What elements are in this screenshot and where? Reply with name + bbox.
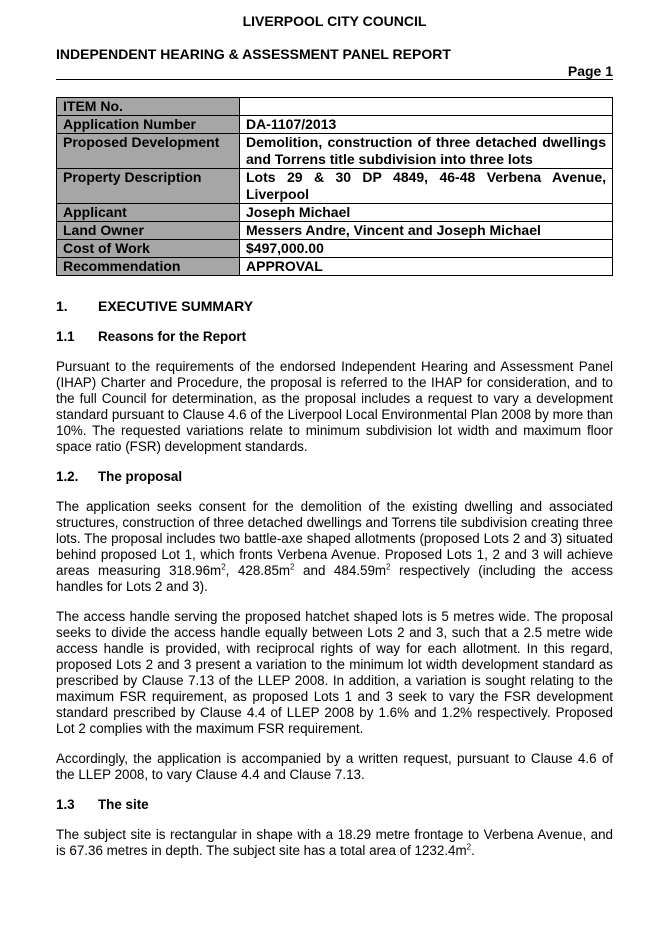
report-title: INDEPENDENT HEARING & ASSESSMENT PANEL REPORT [56,46,451,62]
text-run: . [471,843,475,858]
paragraph [56,499,613,595]
row-label: ITEM No. [57,98,240,116]
row-value: Lots 29 & 30 DP 4849, 46-48 Verbena Avenue, Liverpool [240,169,613,204]
subsection-number: 1.2. [56,469,79,484]
section-number: 1. [56,298,68,314]
section-title: EXECUTIVE SUMMARY [98,298,254,314]
text-run: The subject site is rectangular in shape with a 18.29 metre frontage to Verbena Avenue, and is 67.36 metres in depth. The subject site has a total area of 1232.4m [56,827,613,858]
section-heading [56,298,613,314]
text-run: respectively (including the access handles for Lots 2 and 3). [56,563,613,594]
table-row [57,258,613,276]
subsection-number: 1.3 [56,797,75,812]
table-row [57,169,613,204]
table-row [57,222,613,240]
row-value: Messers Andre, Vincent and Joseph Michael [240,222,613,240]
superscript: 2 [290,562,295,572]
table-row [57,134,613,169]
table-row [57,240,613,258]
row-label: Application Number [57,116,240,134]
superscript: 2 [466,842,472,852]
page-number: Page 1 [567,63,613,79]
paragraph: Accordingly, the application is accompanied by a written request, pursuant to Clause 4.6 of the LLEP 2008, to vary Clause 4.4 and Clause 7.13. [56,751,613,782]
superscript: 2 [386,562,391,572]
row-value: DA-1107/2013 [240,116,613,134]
paragraph: Pursuant to the requirements of the endorsed Independent Hearing and Assessment Panel (IHAP) Charter and Procedure, the proposal is referred to the IHAP for consideration, and to the full Council for determination, as the proposal includes a request to vary a development standard pursuant to Clause 4.6 of the Liverpool Local Environmental Plan 2008 by more than 10%. The requested variations relate to minimum subdivision lot width and maximum floor space ratio (FSR) development standards. [56,359,613,454]
summary-table [56,97,613,276]
row-value: APPROVAL [240,258,613,276]
row-label: Land Owner [57,222,240,240]
text-run: , 428.85m [225,563,291,578]
subsection-heading [56,329,613,345]
row-label: Proposed Development [57,134,240,169]
text-run: and 484.59m [294,563,387,578]
paragraph [56,827,613,859]
superscript: 2 [221,562,226,572]
subsection-heading [56,469,613,485]
row-value: Demolition, construction of three detached dwellings and Torrens title subdivision into three lots [240,134,613,169]
report-body [56,298,613,873]
subsection-number: 1.1 [56,329,75,344]
table-row [57,204,613,222]
row-label: Applicant [57,204,240,222]
subsection-heading [56,797,613,813]
subsection-title: The proposal [98,469,183,484]
row-label: Cost of Work [57,240,240,258]
table-row [57,98,613,116]
row-value: $497,000.00 [240,240,613,258]
row-label: Recommendation [57,258,240,276]
text-run: The application seeks consent for the demolition of the existing dwelling and associated structures, construction of three detached dwellings and Torrens tile subdivision creating three lots. The proposal includes two battle-axe shaped allotments (proposed Lots 2 and 3) situated behind proposed Lot 1, which fronts Verbena Avenue. Proposed Lots 1, 2 and 3 will achieve areas measuring 318.96m [56,499,613,578]
subsection-title: Reasons for the Report [98,329,247,344]
council-name: LIVERPOOL CITY COUNCIL [242,13,427,29]
row-value: Joseph Michael [240,204,613,222]
row-label: Property Description [57,169,240,204]
header-divider [56,79,613,80]
paragraph: The access handle serving the proposed hatchet shaped lots is 5 metres wide. The proposal seeks to divide the access handle equally between Lots 2 and 3, such that a 2.5 metre wide access handle is provided, with reciprocal rights of way for each allotment. In this regard, proposed Lots 2 and 3 present a variation to the minimum lot width development standard as prescribed by Clause 7.13 of the LLEP 2008. In addition, a variation is sought relating to the maximum FSR requirement, as proposed Lots 1 and 3 seek to vary the FSR development standard prescribed by Clause 4.4 of LLEP 2008 by 1.6% and 1.2% respectively. Proposed Lot 2 complies with the maximum FSR requirement. [56,609,613,736]
table-row [57,116,613,134]
subsection-title: The site [98,797,149,812]
row-value [240,98,613,116]
